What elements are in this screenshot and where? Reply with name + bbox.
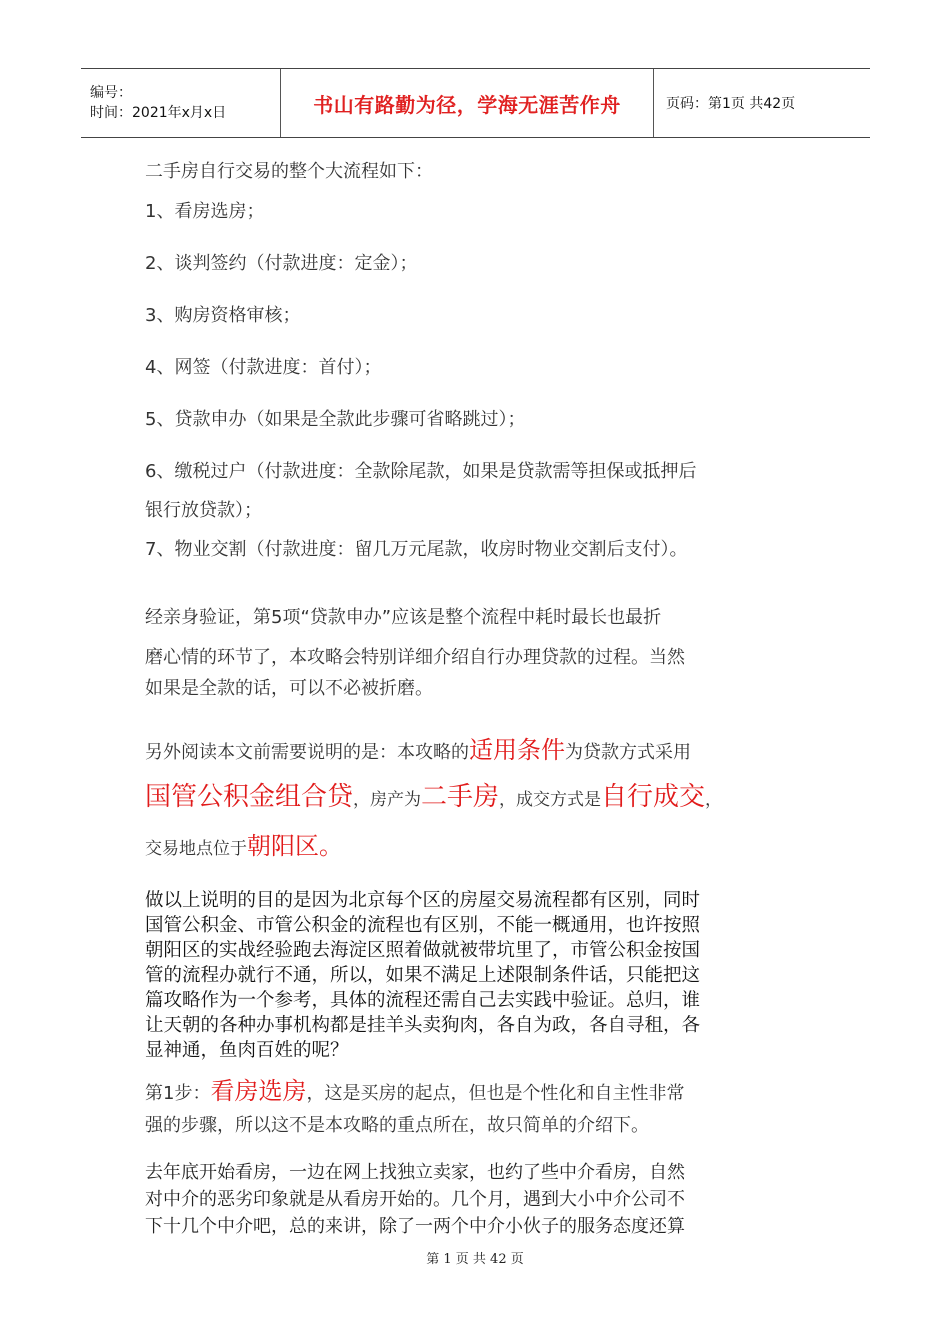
highlight-location: 朝阳区。	[247, 832, 343, 860]
step1-prefix: 第1步：	[145, 1083, 211, 1104]
step-item: 6、缴税过户（付款进度：全款除尾款，如果是贷款需等担保或抵押后	[145, 461, 697, 482]
paragraph-line: 下十几个中介吧，总的来讲，除了一两个中介小伙子的服务态度还算	[145, 1216, 685, 1237]
header-page-info: 页码：第1页 共42页	[666, 96, 796, 112]
paragraph-line: 显神通，鱼肉百姓的呢？	[145, 1040, 349, 1061]
highlight-applicable-conditions: 适用条件	[469, 736, 565, 764]
step-item-continued: 银行放贷款）；	[145, 500, 262, 521]
cond-text: ，	[705, 790, 723, 810]
verification-paragraph	[145, 603, 810, 700]
step1-text: ，这是买房的起点，但也是个性化和自主性非常	[306, 1083, 685, 1104]
header-meta	[81, 69, 281, 137]
step-item: 4、网签（付款进度：首付）；	[145, 357, 382, 378]
step-item: 2、谈判签约（付款进度：定金）；	[145, 253, 418, 274]
intro-line: 二手房自行交易的整个大流程如下：	[145, 161, 433, 182]
highlight-property-type: 二手房	[421, 782, 500, 812]
step-item: 7、物业交割（付款进度：留几万元尾款，收房时物业交割后支付）。	[145, 539, 688, 560]
conditions-paragraph	[145, 730, 810, 862]
document-header	[81, 68, 870, 138]
paragraph-line: 经亲身验证，第5项“贷款申办”应该是整个流程中耗时最长也最折	[145, 607, 662, 628]
cond-text: ，成交方式是	[499, 790, 602, 810]
cond-text: 另外阅读本文前需要说明的是：本攻略的	[145, 742, 469, 763]
highlight-loan-type: 国管公积金组合贷	[145, 782, 354, 812]
step-item: 3、购房资格审核；	[145, 305, 301, 326]
cond-text: ，房产为	[353, 790, 422, 810]
step-item: 5、贷款申办（如果是全款此步骤可省略跳过）；	[145, 409, 526, 430]
step1-paragraph	[145, 1071, 810, 1137]
paragraph-line: 做以上说明的目的是因为北京每个区的房屋交易流程都有区别，同时	[145, 890, 701, 911]
paragraph-line: 强的步骤，所以这不是本攻略的重点所在，故只简单的介绍下。	[145, 1115, 649, 1136]
paragraph-line: 对中介的恶劣印象就是从看房开始的。几个月，遇到大小中介公司不	[145, 1189, 685, 1210]
cond-text: 为贷款方式采用	[565, 742, 691, 763]
time-label: 时间：2021年x月x日	[90, 105, 227, 121]
paragraph-line: 国管公积金、市管公积金的流程也有区别，不能一概通用，也许按照	[145, 915, 701, 936]
number-label: 编号：	[90, 85, 132, 101]
paragraph-line: 让天朝的各种办事机构都是挂羊头卖狗肉，各自为政，各自寻租，各	[145, 1015, 701, 1036]
page-footer: 第 1 页 共 42 页	[426, 1252, 524, 1267]
highlight-step1-title: 看房选房	[210, 1077, 307, 1105]
header-motto: 书山有路勤为径，学海无涯苦作舟	[281, 69, 654, 137]
paragraph-line: 磨心情的环节了，本攻略会特别详细介绍自行办理贷款的过程。当然	[145, 647, 685, 668]
paragraph-line: 去年底开始看房，一边在网上找独立卖家，也约了些中介看房，自然	[145, 1162, 685, 1183]
paragraph-line: 管的流程办就行不通，所以，如果不满足上述限制条件话，只能把这	[145, 965, 701, 986]
paragraph-line: 如果是全款的话，可以不必被折磨。	[145, 678, 433, 699]
paragraph-line: 朝阳区的实战经验跑去海淀区照着做就被带坑里了，市管公积金按国	[145, 940, 701, 961]
viewing-paragraph	[145, 1159, 810, 1240]
step-item: 1、看房选房；	[145, 201, 265, 222]
purpose-paragraph	[145, 888, 810, 1063]
highlight-deal-type: 自行成交	[601, 782, 706, 812]
paragraph-line: 篇攻略作为一个参考，具体的流程还需自己去实践中验证。总归，谁	[145, 990, 701, 1011]
cond-text: 交易地点位于	[145, 839, 247, 859]
document-body	[145, 157, 810, 1240]
